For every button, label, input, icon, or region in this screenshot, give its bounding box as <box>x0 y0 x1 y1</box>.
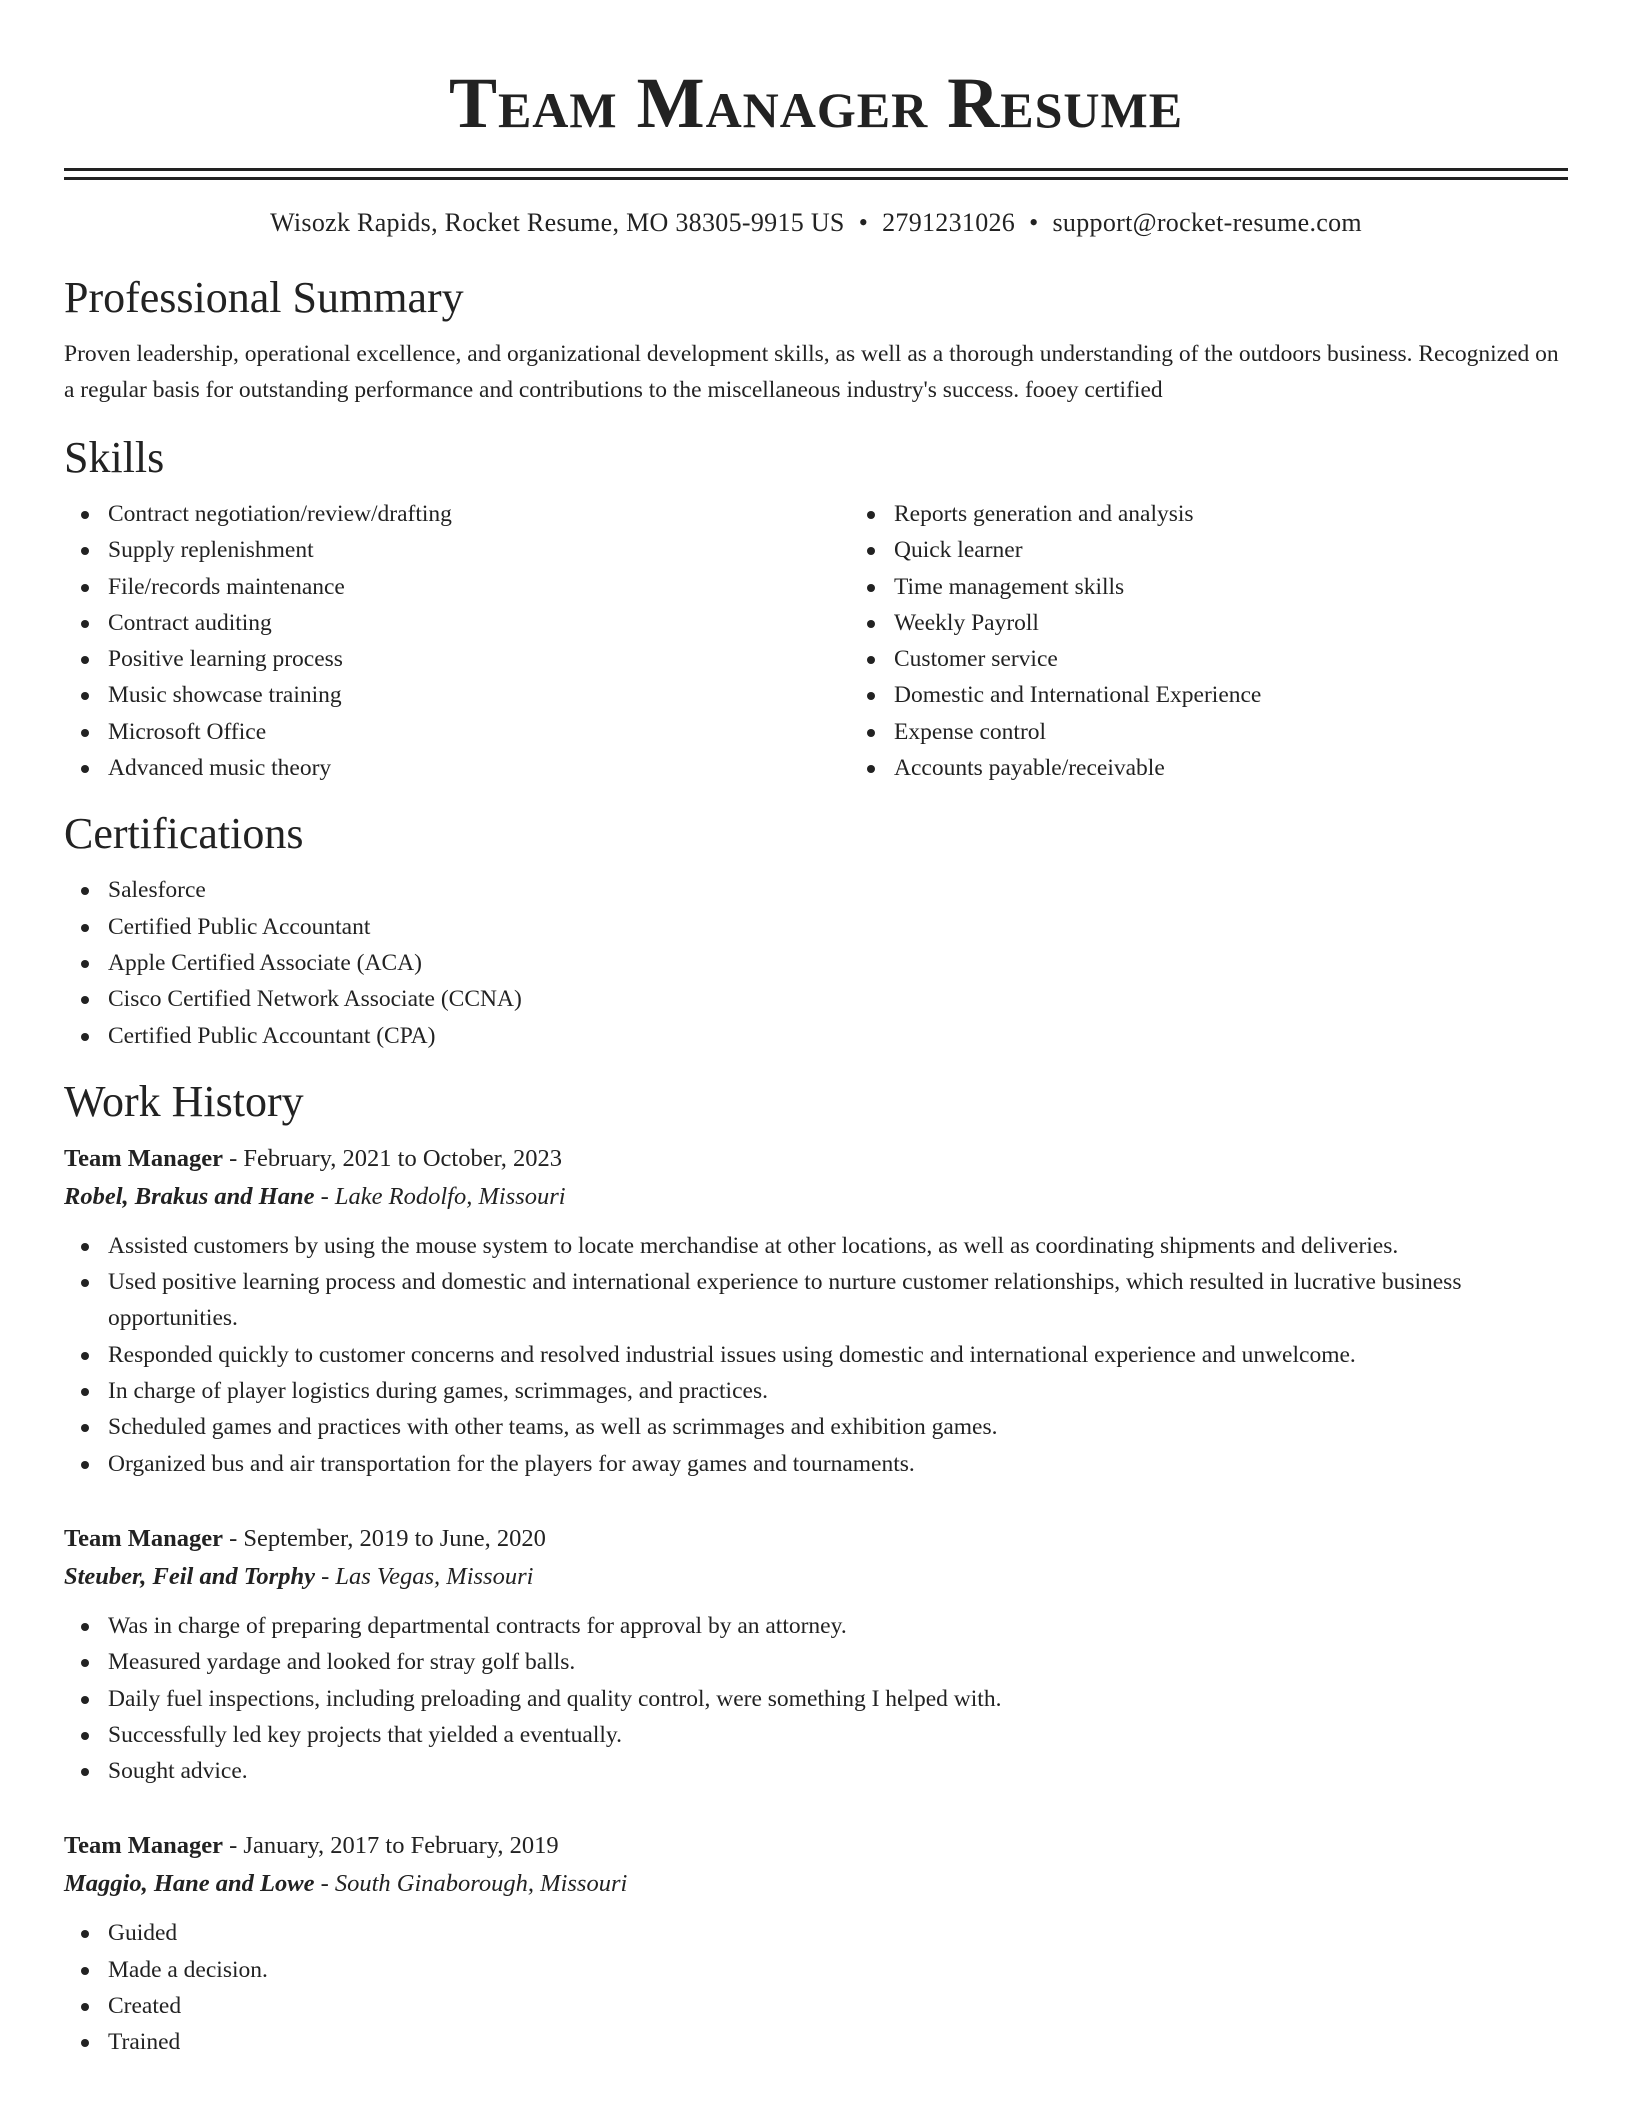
certification-item: Certified Public Accountant (CPA) <box>108 1018 1568 1054</box>
skills-section <box>64 432 1568 786</box>
title-divider <box>64 168 1568 180</box>
skill-item: Music showcase training <box>108 677 850 713</box>
skill-item: Positive learning process <box>108 641 850 677</box>
job-bullet: Assisted customers by using the mouse system to locate merchandise at other locations, as well as coordinating shipments and deliveries. <box>108 1228 1568 1264</box>
contact-email: support@rocket-resume.com <box>1052 208 1362 237</box>
job-company-line <box>64 1178 1568 1216</box>
certifications-list <box>64 872 1568 1053</box>
job-bullet: Organized bus and air transportation for the players for away games and tournaments. <box>108 1446 1568 1482</box>
job-dates: - February, 2021 to October, 2023 <box>223 1144 562 1172</box>
job-entry <box>64 1140 1568 1482</box>
skill-item: File/records maintenance <box>108 569 850 605</box>
skill-item: Quick learner <box>894 532 1632 568</box>
job-bullet: Made a decision. <box>108 1952 1568 1988</box>
certification-item: Apple Certified Associate (ACA) <box>108 945 1568 981</box>
resume-title: Team Manager Resume <box>448 63 1184 143</box>
job-company-line <box>64 1865 1568 1903</box>
contact-separator: • <box>1029 208 1039 237</box>
job-bullet: Sought advice. <box>108 1753 1568 1789</box>
job-company: Robel, Brakus and Hane <box>64 1182 315 1210</box>
job-entry <box>64 1827 1568 2060</box>
job-bullet: Used positive learning process and domestic and international experience to nurture customer relationships, which resulted in lucrative business opportunities. <box>108 1264 1568 1337</box>
contact-phone: 2791231026 <box>882 208 1016 237</box>
skill-item: Customer service <box>894 641 1632 677</box>
section-heading-work-history: Work History <box>64 1076 304 1126</box>
job-location: - South Ginaborough, Missouri <box>314 1870 628 1898</box>
job-bullet: Scheduled games and practices with other teams, as well as scrimmages and exhibition games. <box>108 1409 1568 1445</box>
contact-address: Wisozk Rapids, Rocket Resume, MO 38305-9915 US <box>270 208 845 237</box>
skill-item: Advanced music theory <box>108 750 850 786</box>
skills-columns <box>64 496 1568 786</box>
job-dates: - January, 2017 to February, 2019 <box>223 1832 559 1860</box>
job-bullet: Measured yardage and looked for stray golf balls. <box>108 1644 1568 1680</box>
skill-item: Supply replenishment <box>108 532 850 568</box>
job-title-line <box>64 1140 1568 1178</box>
job-title: Team Manager <box>64 1832 223 1860</box>
job-bullets <box>64 1608 1568 1789</box>
skill-item: Contract negotiation/review/drafting <box>108 496 850 532</box>
section-heading-summary: Professional Summary <box>64 273 464 322</box>
job-bullet: Guided <box>108 1915 1568 1951</box>
job-bullet: Created <box>108 1988 1568 2024</box>
skill-item: Weekly Payroll <box>894 605 1632 641</box>
summary-section <box>64 272 1568 408</box>
job-company: Steuber, Feil and Torphy <box>64 1562 315 1590</box>
job-company: Maggio, Hane and Lowe <box>64 1870 315 1898</box>
section-heading-certifications: Certifications <box>64 809 304 859</box>
job-title-line <box>64 1827 1568 1865</box>
job-company-line <box>64 1558 1568 1596</box>
certification-item: Salesforce <box>108 872 1568 908</box>
job-bullet: Trained <box>108 2024 1568 2060</box>
job-bullet: In charge of player logistics during games, scrimmages, and practices. <box>108 1373 1568 1409</box>
skill-item: Accounts payable/receivable <box>894 750 1632 786</box>
job-location: - Las Vegas, Missouri <box>314 1562 534 1590</box>
certifications-section <box>64 808 1568 1053</box>
job-bullet: Was in charge of preparing departmental contracts for approval by an attorney. <box>108 1608 1568 1644</box>
skills-list-left <box>64 496 850 786</box>
certification-item: Cisco Certified Network Associate (CCNA) <box>108 981 1568 1017</box>
job-title: Team Manager <box>64 1144 223 1172</box>
job-bullets <box>64 1915 1568 2060</box>
job-bullet: Responded quickly to customer concerns and resolved industrial issues using domestic and international experience and unwelcome. <box>108 1337 1568 1373</box>
contact-line <box>64 206 1568 240</box>
skill-item: Contract auditing <box>108 605 850 641</box>
job-bullets <box>64 1228 1568 1482</box>
job-title-line <box>64 1520 1568 1558</box>
skill-item: Expense control <box>894 714 1632 750</box>
skill-item: Reports generation and analysis <box>894 496 1632 532</box>
job-bullet: Daily fuel inspections, including preloading and quality control, were something I helped with. <box>108 1681 1568 1717</box>
job-bullet: Successfully led key projects that yielded a eventually. <box>108 1717 1568 1753</box>
summary-text: Proven leadership, operational excellence, and organizational development skills, as well as a thorough understanding of the outdoors business. Recognized on a regular basis for outstanding performance and contributions to the miscellaneous industry's success. fooey certified <box>64 341 1559 403</box>
skills-list-right <box>850 496 1632 786</box>
job-title: Team Manager <box>64 1524 223 1552</box>
skill-item: Microsoft Office <box>108 714 850 750</box>
certification-item: Certified Public Accountant <box>108 909 1568 945</box>
resume-page <box>64 0 1568 2061</box>
work-history-section <box>64 1076 1568 2061</box>
contact-separator: • <box>858 208 869 237</box>
skill-item: Time management skills <box>894 569 1632 605</box>
job-entry <box>64 1520 1568 1789</box>
skill-item: Domestic and International Experience <box>894 677 1632 713</box>
job-location: - Lake Rodolfo, Missouri <box>314 1182 566 1210</box>
section-heading-skills: Skills <box>64 433 165 482</box>
job-dates: - September, 2019 to June, 2020 <box>223 1524 546 1552</box>
